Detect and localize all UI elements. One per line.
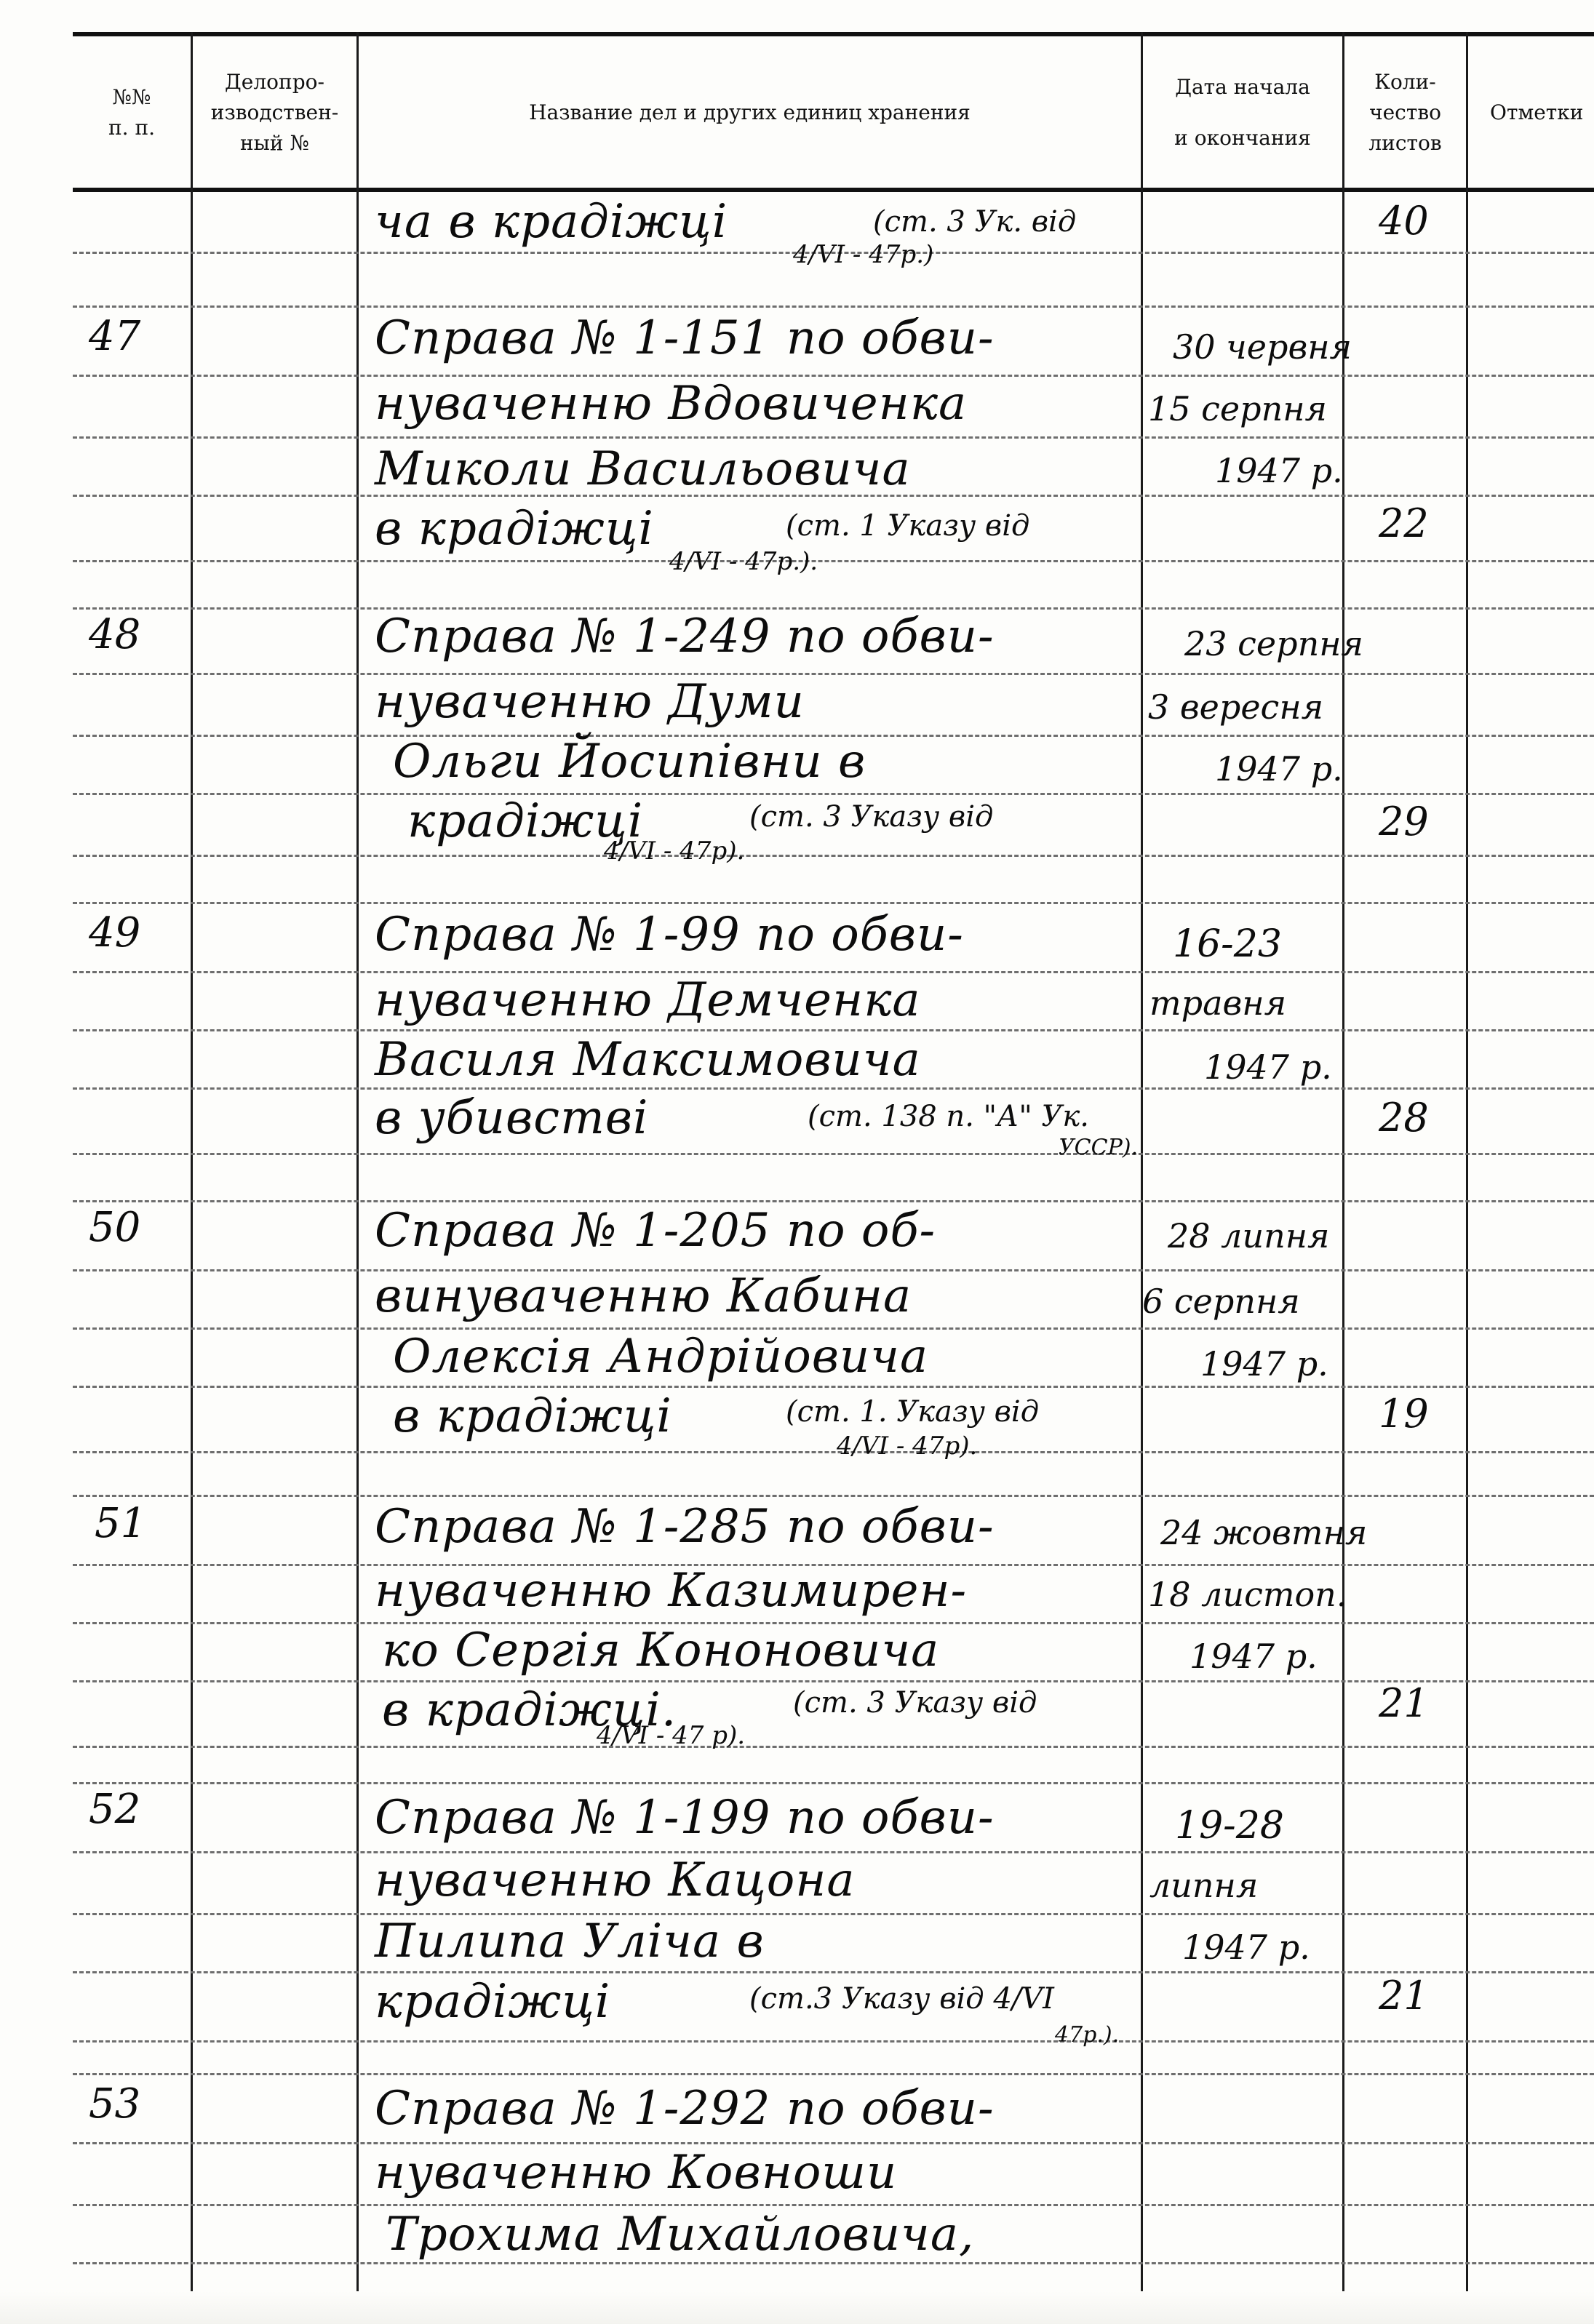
row-title-line: в крадіжці. xyxy=(382,1683,677,1737)
row-title-line: крадіжці xyxy=(407,794,644,848)
ruled-line xyxy=(73,306,1594,308)
ruled-line xyxy=(73,902,1594,904)
row-date: 6 серпня xyxy=(1142,1282,1300,1321)
row-title-line: нуваченню Ковноши xyxy=(375,2146,898,2200)
scan-edge xyxy=(0,2291,1594,2324)
row-title-line: в убивстві xyxy=(375,1091,649,1145)
ruled-line xyxy=(73,1386,1594,1388)
row-article-note: (ст. 3 Указу від xyxy=(793,1686,1037,1720)
row-date: 15 серпня xyxy=(1148,389,1327,428)
row-title-line: нуваченню Кацона xyxy=(375,1853,856,1907)
row-number: 49 xyxy=(89,909,141,957)
row-title-line: Миколи Васильовича xyxy=(375,442,911,496)
row-date: 3 вересня xyxy=(1148,687,1324,727)
row-article-note-date: 47р.). xyxy=(1055,2022,1120,2048)
row-date: травня xyxy=(1149,983,1287,1023)
ruled-line xyxy=(73,1746,1594,1748)
row-date: 24 жовтня xyxy=(1160,1513,1368,1552)
row-title-line: ко Сергія Кононовича xyxy=(382,1624,940,1677)
ruled-line xyxy=(73,793,1594,795)
row-date: 1947 р. xyxy=(1200,1344,1328,1383)
ruled-line xyxy=(73,673,1594,675)
ruled-line xyxy=(73,1913,1594,1915)
row-date: 1947 р. xyxy=(1215,451,1343,490)
row-article-note: (ст. 1. Указу від xyxy=(786,1395,1040,1429)
row-title-line: в крадіжці xyxy=(375,502,654,556)
row-title-line: в крадіжці xyxy=(393,1389,672,1443)
row-sheets: 40 xyxy=(1379,198,1429,244)
row-date: 16-23 xyxy=(1173,922,1282,966)
row-sheets: 21 xyxy=(1379,1973,1429,2018)
ruled-line xyxy=(73,1153,1594,1155)
row-title-line: Справа № 1-285 по обви- xyxy=(375,1500,995,1554)
row-title-line: Василя Максимовича xyxy=(375,1033,921,1087)
row-title-line: Справа № 1-99 по обви- xyxy=(375,908,964,962)
row-date: 1947 р. xyxy=(1204,1047,1332,1087)
header-number: №№ п. п. xyxy=(108,85,156,140)
row-title-line: винуваченню Кабина xyxy=(375,1269,912,1323)
row-title-line: Справа № 1-205 по об- xyxy=(375,1204,936,1258)
row-sheets: 21 xyxy=(1379,1680,1429,1726)
ruled-line xyxy=(73,2142,1594,2144)
row-title-line: нуваченню Демченка xyxy=(375,973,921,1027)
row-article-note: (ст.3 Указу від 4/VI xyxy=(749,1982,1054,2016)
row-title-line: ча в крадіжці xyxy=(375,195,728,249)
row-sheets: 29 xyxy=(1379,799,1429,844)
row-article-note-date: 4/VI - 47р.). xyxy=(669,547,818,576)
ruled-line xyxy=(73,1451,1594,1453)
row-article-note-date: 4/VI - 47р). xyxy=(837,1431,978,1461)
row-article-note-date: 4/VI - 47 р). xyxy=(597,1721,746,1750)
row-date: 1947 р. xyxy=(1189,1637,1318,1676)
row-date: 19-28 xyxy=(1175,1804,1284,1848)
row-number: 52 xyxy=(89,1786,141,1833)
row-article-note-date: УССР). xyxy=(1059,1135,1139,1160)
row-sheets: 19 xyxy=(1379,1391,1429,1437)
row-number: 48 xyxy=(89,611,141,658)
ruled-line xyxy=(73,1495,1594,1497)
row-article-note: (ст. 3 Ук. від xyxy=(873,205,1077,239)
header-notes: Отметки xyxy=(1490,100,1584,124)
ruled-line xyxy=(73,855,1594,857)
header-dates: Дата начала и окончания xyxy=(1174,75,1311,150)
row-title-line: крадіжці xyxy=(375,1975,611,2029)
row-title-line: Справа № 1-249 по обви- xyxy=(375,610,995,663)
header-title: Название дел и других единиц хранения xyxy=(529,100,971,124)
row-date: 28 липня xyxy=(1168,1216,1330,1255)
row-title-line: нуваченню Казимирен- xyxy=(375,1564,968,1618)
ruled-line xyxy=(73,2262,1594,2264)
ruled-line xyxy=(73,436,1594,439)
header-office-number: Делопро- изводствен- ный № xyxy=(210,70,339,155)
row-article-note: (ст. 3 Указу від xyxy=(749,800,994,834)
row-number: 50 xyxy=(89,1204,141,1251)
row-sheets: 28 xyxy=(1379,1095,1429,1141)
ruled-line xyxy=(73,1029,1594,1031)
row-article-note-date: 4/VI - 47р.) xyxy=(793,240,934,269)
ruled-line xyxy=(73,2204,1594,2206)
row-title-line: Справа № 1-292 по обви- xyxy=(375,2082,995,2136)
row-title-line: Справа № 1-199 по обви- xyxy=(375,1791,995,1845)
ruled-line xyxy=(73,2040,1594,2043)
row-sheets: 22 xyxy=(1379,500,1429,546)
row-date: 18 листоп. xyxy=(1148,1575,1347,1614)
row-title-line: нуваченню Вдовиченка xyxy=(375,377,968,431)
ruled-line xyxy=(73,2073,1594,2075)
row-title-line: нуваченню Думи xyxy=(375,675,805,729)
row-article-note-date: 4/VI - 47р). xyxy=(604,836,745,866)
ruled-line xyxy=(73,1971,1594,1973)
row-article-note: (ст. 138 п. "А" Ук. xyxy=(808,1100,1089,1133)
row-date: 1947 р. xyxy=(1182,1928,1310,1967)
row-date: 30 червня xyxy=(1173,327,1352,367)
row-date: 23 серпня xyxy=(1184,624,1363,663)
row-title-line: Трохима Михайловича, xyxy=(386,2208,975,2261)
row-number: 53 xyxy=(89,2080,141,2128)
header-bottom-rule xyxy=(73,188,1594,192)
row-article-note: (ст. 1 Указу від xyxy=(786,509,1030,543)
ruled-line xyxy=(73,1680,1594,1682)
ruled-line xyxy=(73,560,1594,562)
row-title-line: Пилипа Уліча в xyxy=(375,1914,765,1968)
row-title-line: Справа № 1-151 по обви- xyxy=(375,311,995,365)
ruled-line xyxy=(73,1782,1594,1784)
ruled-line xyxy=(73,1200,1594,1202)
row-number: 47 xyxy=(89,313,141,360)
row-date: 1947 р. xyxy=(1215,749,1343,788)
header-top-rule xyxy=(73,32,1594,36)
row-date: липня xyxy=(1149,1866,1259,1905)
header-sheets: Коли- чество листов xyxy=(1368,70,1442,155)
row-title-line: Олексія Андрійовича xyxy=(393,1330,929,1383)
row-title-line: Ольги Йосипівни в xyxy=(393,735,866,788)
ruled-line xyxy=(73,1087,1594,1090)
row-number: 51 xyxy=(95,1500,147,1547)
